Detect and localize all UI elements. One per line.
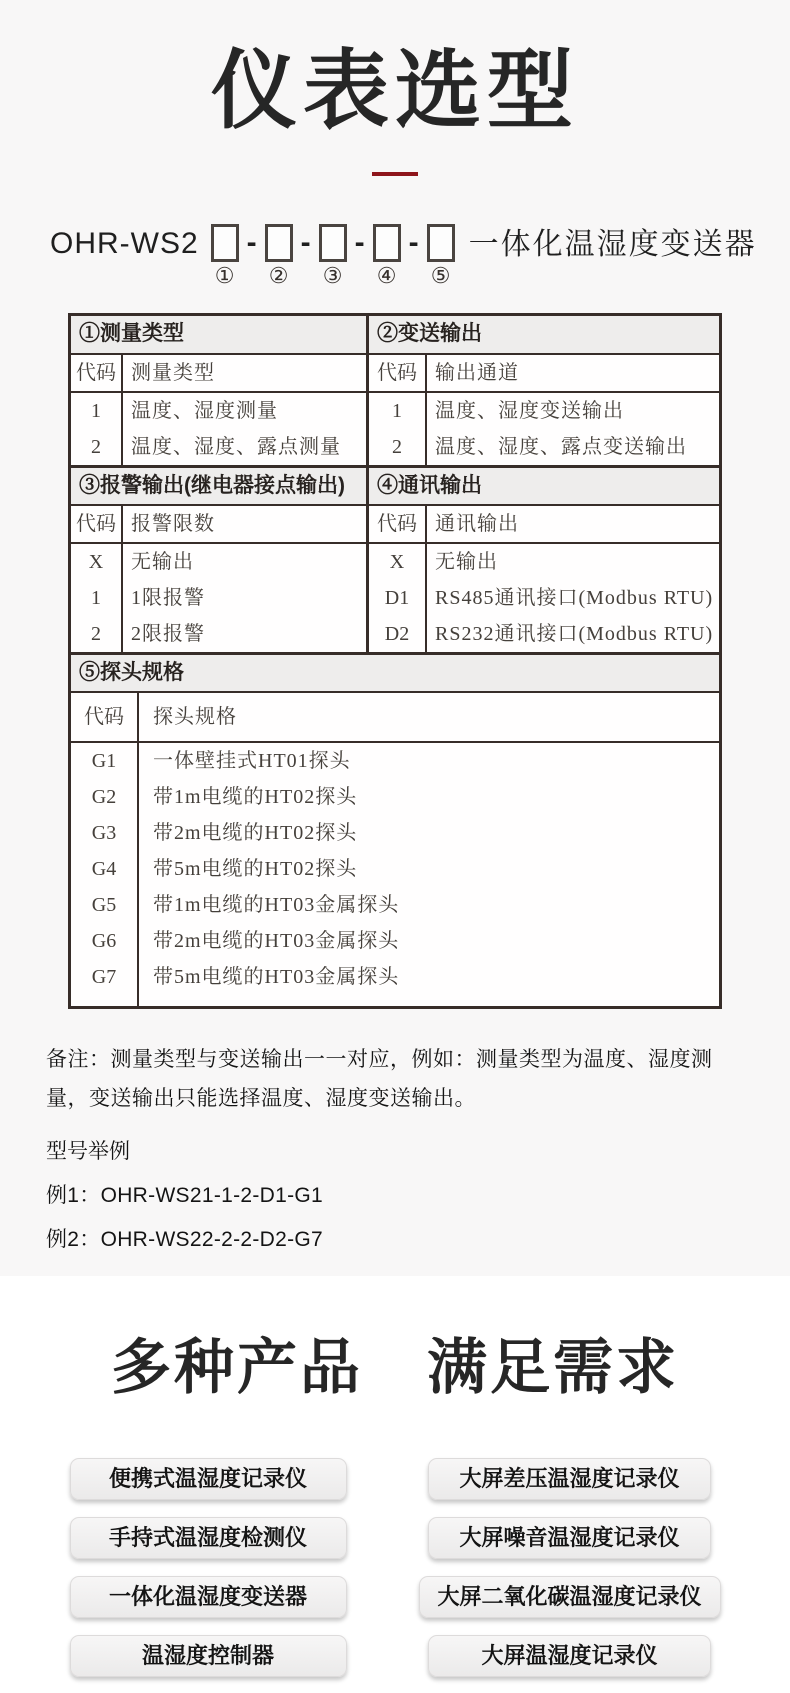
desc-cell: RS485通讯接口(Modbus RTU)	[435, 586, 714, 609]
code-cell: G3	[71, 815, 139, 851]
section1-title: ①测量类型	[71, 316, 369, 352]
page-title: 仪表选型	[211, 43, 579, 139]
desc-cell: 无输出	[435, 550, 498, 573]
section-header-row-3-4	[71, 465, 719, 506]
desc-cell: 带1m电缆的HT02探头	[153, 786, 358, 809]
table-row	[71, 429, 719, 465]
headline-left: 多种产品	[111, 1334, 363, 1402]
product-link-integrated-transmitter[interactable]: 一体化温湿度变送器	[70, 1576, 347, 1618]
desc-col-header: 报警限数	[123, 506, 369, 542]
code-col-header: 代码	[71, 355, 123, 391]
model-slot-2	[265, 224, 293, 287]
table-row	[71, 923, 719, 959]
code-col-header: 代码	[369, 355, 427, 391]
title-divider	[372, 172, 418, 176]
code-col-header: 代码	[71, 693, 139, 741]
table-row	[71, 580, 719, 616]
slot-number-5: ⑤	[430, 263, 451, 289]
model-code-diagram	[0, 224, 790, 287]
section2-title: ②变送输出	[377, 322, 482, 346]
product-button-grid	[0, 1458, 790, 1677]
table-row	[71, 544, 719, 580]
column-header-row	[71, 693, 719, 743]
model-slot-1	[211, 224, 239, 287]
code-cell: 2	[369, 429, 427, 465]
model-slot-5	[427, 224, 455, 287]
section-header-row-1-2	[71, 316, 719, 354]
section5-title: ⑤探头规格	[79, 660, 184, 684]
desc-cell: 温度、湿度、露点变送输出	[435, 435, 687, 458]
desc-cell: 一体壁挂式HT01探头	[153, 750, 351, 773]
desc-cell: 1限报警	[123, 580, 369, 616]
remark-text: 备注：测量类型与变送输出一一对应，例如：测量类型为温度、湿度测量，变送输出只能选择温度、湿度变送输出。	[46, 1048, 713, 1111]
column-header-row	[71, 355, 719, 393]
desc-cell: 带2m电缆的HT03金属探头	[153, 930, 400, 953]
desc-cell: 无输出	[123, 544, 369, 580]
table-row	[71, 393, 719, 429]
code-cell: 2	[71, 616, 123, 652]
model-dash: -	[246, 226, 257, 260]
model-slot-box	[265, 224, 293, 262]
model-slot-3	[319, 224, 347, 287]
desc-cell: 温度、湿度、露点测量	[123, 429, 369, 465]
table-row	[71, 851, 719, 887]
table-row	[71, 887, 719, 923]
table-row	[71, 743, 719, 779]
model-dash: -	[408, 226, 419, 260]
products-headline	[0, 1320, 790, 1406]
product-link-bigscreen-diffpressure-recorder[interactable]: 大屏差压温湿度记录仪	[428, 1458, 711, 1500]
model-slot-box	[319, 224, 347, 262]
product-link-handheld-detector[interactable]: 手持式温湿度检测仪	[70, 1517, 347, 1559]
desc-col-header: 输出通道	[435, 361, 519, 384]
code-cell: 1	[71, 393, 123, 429]
code-col-header: 代码	[71, 506, 123, 542]
slot-number-4: ④	[376, 263, 397, 289]
code-cell: X	[71, 544, 123, 580]
code-cell: G4	[71, 851, 139, 887]
section-header-row-5	[71, 652, 719, 693]
model-prefix: OHR-WS2	[50, 227, 199, 261]
product-link-bigscreen-th-recorder[interactable]: 大屏温湿度记录仪	[428, 1635, 711, 1677]
desc-cell: 带1m电缆的HT03金属探头	[153, 894, 400, 917]
model-slot-box	[427, 224, 455, 262]
code-cell: G1	[71, 743, 139, 779]
model-slot-box	[373, 224, 401, 262]
table-row	[71, 616, 719, 652]
section4-title: ④通讯输出	[377, 473, 482, 497]
code-cell: X	[369, 544, 427, 580]
model-slot-4	[373, 224, 401, 287]
code-col-header: 代码	[369, 506, 427, 542]
slot-number-3: ③	[322, 263, 343, 289]
code-cell: G7	[71, 959, 139, 1006]
column-header-row	[71, 506, 719, 544]
code-cell: G5	[71, 887, 139, 923]
table-row	[71, 815, 719, 851]
code-cell: D2	[369, 616, 427, 652]
example-model-2: 例2：OHR-WS22-2-2-D2-G7	[46, 1227, 324, 1251]
model-dash: -	[300, 226, 311, 260]
notes-block	[0, 1009, 790, 1258]
examples-title: 型号举例	[46, 1140, 130, 1164]
example-model-1: 例1：OHR-WS21-1-2-D1-G1	[46, 1183, 324, 1207]
desc-cell: 带2m电缆的HT02探头	[153, 822, 358, 845]
desc-col-header: 通讯输出	[435, 512, 519, 535]
selector-table	[68, 313, 722, 1009]
slot-number-2: ②	[268, 263, 289, 289]
product-link-bigscreen-noise-recorder[interactable]: 大屏噪音温湿度记录仪	[428, 1517, 711, 1559]
desc-cell: 温度、湿度测量	[123, 393, 369, 429]
desc-cell: 带5m电缆的HT02探头	[153, 858, 358, 881]
desc-col-header: 测量类型	[123, 355, 369, 391]
table-row	[71, 779, 719, 815]
desc-cell: 温度、湿度变送输出	[435, 399, 624, 422]
code-cell: 2	[71, 429, 123, 465]
headline-right: 满足需求	[427, 1334, 679, 1402]
model-suffix: 一体化温湿度变送器	[468, 228, 757, 262]
desc-cell: 2限报警	[123, 616, 369, 652]
code-cell: G2	[71, 779, 139, 815]
section3-title: ③报警输出(继电器接点输出)	[71, 468, 369, 504]
model-slot-box	[211, 224, 239, 262]
product-link-portable-recorder[interactable]: 便携式温湿度记录仪	[70, 1458, 347, 1500]
product-link-bigscreen-co2-recorder[interactable]: 大屏二氧化碳温湿度记录仪	[419, 1576, 721, 1618]
model-dash: -	[354, 226, 365, 260]
code-cell: 1	[71, 580, 123, 616]
table-row	[71, 959, 719, 1006]
product-link-th-controller[interactable]: 温湿度控制器	[70, 1635, 347, 1677]
code-cell: D1	[369, 580, 427, 616]
code-cell: G6	[71, 923, 139, 959]
slot-number-1: ①	[214, 263, 235, 289]
desc-cell: RS232通讯接口(Modbus RTU)	[435, 622, 714, 645]
desc-cell: 带5m电缆的HT03金属探头	[153, 966, 400, 989]
products-section	[0, 1276, 790, 1677]
code-cell: 1	[369, 393, 427, 429]
desc-col-header: 探头规格	[153, 706, 237, 729]
